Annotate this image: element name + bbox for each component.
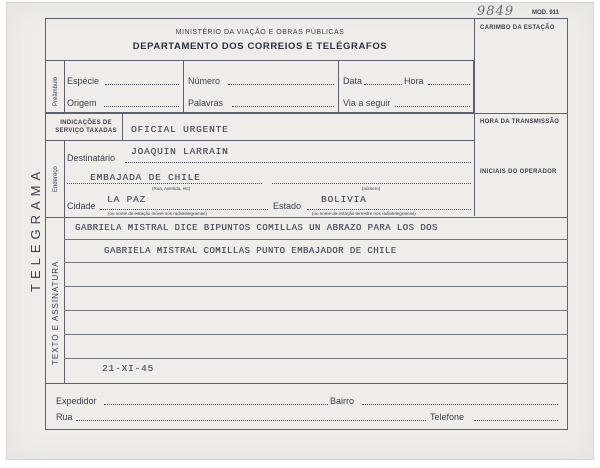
service-bottom-line: [46, 140, 474, 141]
via-label: Via a seguir: [343, 98, 391, 108]
recipient-street: EMBAJADA DE CHILE: [90, 172, 201, 183]
service-top-line: [46, 113, 567, 114]
message-date: 21-XI-45: [102, 363, 155, 374]
street-line: [67, 183, 262, 184]
handwritten-reference-number: 9849: [477, 4, 515, 19]
ministry-title: MINISTÉRIO DA VIAÇÃO E OBRAS PÚBLICAS: [175, 29, 345, 36]
especie-label: Espécie: [67, 76, 100, 86]
station-stamp-label: CARIMBO DA ESTAÇÃO: [480, 25, 555, 31]
message-rule-1: [64, 239, 568, 240]
destinatario-label: Destinatário: [67, 153, 116, 163]
operator-initials-label: INICIAIS DO OPERADOR: [480, 169, 557, 175]
message-rule-6: [64, 358, 568, 359]
hora-label: Hora: [404, 76, 424, 86]
numero-line: [228, 84, 334, 85]
telefone-label: Telefone: [430, 412, 465, 422]
message-rule-4: [64, 310, 568, 311]
especie-line: [105, 84, 179, 85]
message-rule-2: [64, 262, 568, 263]
recipient-city: LA PAZ: [107, 194, 147, 205]
cidade-label: Cidade: [67, 201, 96, 211]
service-label-divider: [122, 113, 123, 140]
department-title: DEPARTAMENTO DOS CORREIOS E TELÉGRAFOS: [132, 41, 388, 52]
cidade-line: [100, 209, 268, 210]
preamble-divider-1: [183, 61, 184, 113]
form-header-box: [46, 19, 474, 61]
estado-hint: (ou nome da estação terrestre nos radiotelegramas): [312, 211, 416, 216]
numero-label: Número: [188, 76, 221, 86]
destinatario-line: [125, 162, 471, 163]
palavras-label: Palavras: [188, 98, 224, 108]
expedidor-label: Expedidor: [56, 396, 97, 406]
estado-line: [307, 209, 471, 210]
right-column-divider: [474, 19, 475, 216]
recipient-state: BOLIVIA: [321, 194, 367, 205]
hora-line: [428, 84, 470, 85]
recipient-name: JOAQUIN LARRAIN: [131, 146, 229, 157]
estado-label: Estado: [273, 201, 302, 211]
form-model-code: MOD. 911: [532, 10, 560, 16]
bairro-label: Bairro: [330, 396, 355, 406]
transmission-time-label: HORA DA TRANSMISSÃO: [480, 119, 560, 125]
data-label: Data: [343, 76, 363, 86]
preamble-divider-2: [338, 61, 339, 113]
message-rule-3: [64, 286, 568, 287]
expedidor-line: [104, 404, 328, 405]
telegrama-vertical-title: TELEGRAMA: [28, 166, 43, 292]
message-side-label: TEXTO E ASSINATURA: [51, 260, 60, 365]
rua-label: Rua: [56, 412, 73, 422]
telefone-line: [474, 420, 558, 421]
palavras-line: [232, 106, 334, 107]
address-side-divider: [64, 140, 65, 218]
rua-line: [76, 420, 426, 421]
message-top-line: [46, 217, 567, 218]
preamble-side-divider: [64, 61, 65, 113]
address-side-label: Endereço: [53, 166, 59, 192]
origem-label: Origem: [67, 98, 97, 108]
cidade-hint: (ou nome da estação móvel nos radiotelegramas): [108, 211, 208, 216]
data-line: [364, 84, 402, 85]
service-value: OFICIAL URGENTE: [131, 124, 229, 135]
street-hint: (Rua, Avenida, etc): [152, 186, 191, 191]
message-line-2: GABRIELA MISTRAL COMILLAS PUNTO EMBAJADOR DE CHILE: [104, 246, 397, 256]
footer-top-line: [46, 383, 567, 384]
via-line: [395, 106, 470, 107]
number-hint: (número): [362, 186, 381, 191]
bairro-line: [362, 404, 558, 405]
preamble-side-label: Preâmbulo: [53, 76, 59, 106]
message-line-1: GABRIELA MISTRAL DICE BIPUNTOS COMILLAS UN ABRAZO PARA LOS DOS: [75, 223, 438, 233]
street-number-line: [272, 183, 471, 184]
origem-line: [104, 106, 179, 107]
message-rule-5: [64, 334, 568, 335]
service-label: INDICAÇÕES DE SERVIÇO TAXADAS: [55, 120, 117, 134]
